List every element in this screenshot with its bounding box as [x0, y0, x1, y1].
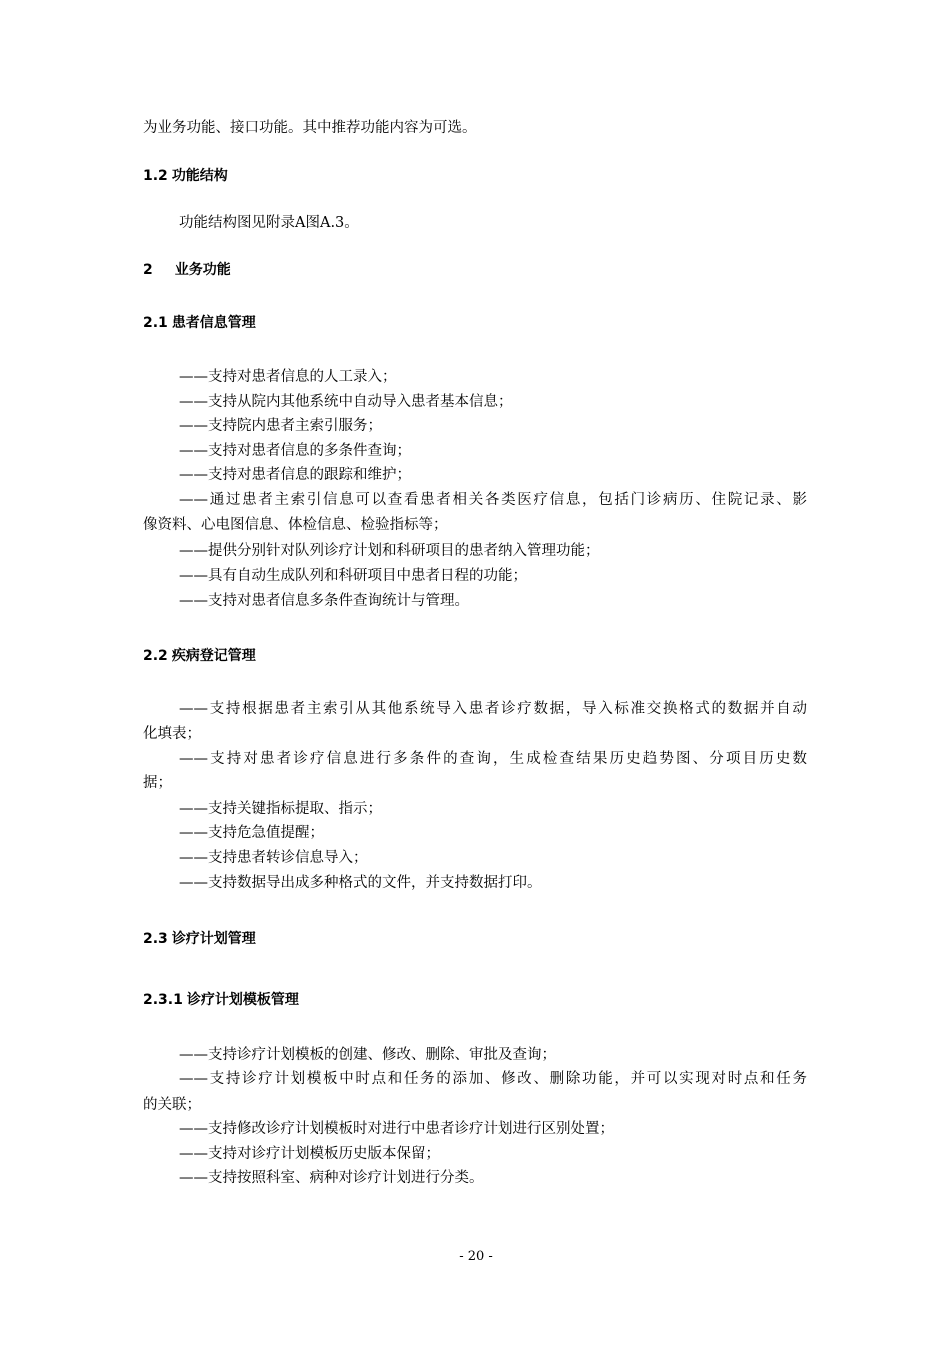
section-number: 2.2 [143, 648, 168, 664]
section-title: 疾病登记管理 [171, 648, 256, 664]
section-number: 1.2 [143, 168, 168, 184]
list-item: ——支持对患者诊疗信息进行多条件的查询，生成检查结果历史趋势图、分项目历史数 [179, 751, 807, 767]
list-item: ——通过患者主索引信息可以查看患者相关各类医疗信息，包括门诊病历、住院记录、影 [179, 492, 807, 508]
section-number: 2.3 [143, 931, 168, 947]
page-number: - 20 - [459, 1249, 493, 1264]
list-item: ——支持危急值提醒； [179, 825, 324, 841]
list-item: ——支持诊疗计划模板中时点和任务的添加、修改、删除功能，并可以实现对时点和任务 [179, 1071, 807, 1087]
list-item: ——支持对患者信息多条件查询统计与管理。 [179, 593, 469, 609]
list-item: ——支持对患者信息的人工录入； [179, 369, 397, 385]
list-item: ——支持根据患者主索引从其他系统导入患者诊疗数据，导入标准交换格式的数据并自动 [179, 701, 807, 717]
section-title: 诊疗计划管理 [171, 931, 256, 947]
intro-paragraph: 为业务功能、接口功能。其中推荐功能内容为可选。 [143, 120, 477, 136]
list-item: ——支持患者转诊信息导入； [179, 850, 368, 866]
list-item: ——支持修改诊疗计划模板时对进行中患者诊疗计划进行区别处置； [179, 1121, 614, 1137]
list-item-continuation: 像资料、心电图信息、体检信息、检验指标等； [143, 517, 448, 533]
section-title: 患者信息管理 [171, 315, 256, 331]
list-item-continuation: 的关联； [143, 1097, 201, 1113]
list-item-continuation: 据； [143, 775, 172, 791]
list-item: ——支持对诊疗计划模板历史版本保留； [179, 1146, 440, 1162]
list-item: ——提供分别针对队列诊疗计划和科研项目的患者纳入管理功能； [179, 543, 600, 559]
section-title: 业务功能 [174, 262, 231, 278]
list-item: ——支持院内患者主索引服务； [179, 418, 382, 434]
list-item: ——支持关键指标提取、指示； [179, 801, 382, 817]
section-1-2-text: 功能结构图见附录A图A.3。 [179, 215, 359, 231]
list-item: ——支持按照科室、病种对诊疗计划进行分类。 [179, 1170, 484, 1186]
list-item: ——支持诊疗计划模板的创建、修改、删除、审批及查询； [179, 1047, 556, 1063]
section-2-2-heading [143, 644, 813, 668]
section-2-heading [143, 258, 813, 282]
list-item: ——支持对患者信息的跟踪和维护； [179, 467, 411, 483]
section-1-2-heading [143, 164, 813, 188]
section-number: 2.3.1 [143, 992, 183, 1008]
section-title: 诊疗计划模板管理 [186, 992, 299, 1008]
section-2-1-heading [143, 311, 813, 335]
list-item: ——支持对患者信息的多条件查询； [179, 443, 411, 459]
section-2-3-heading [143, 927, 813, 951]
section-title: 功能结构 [171, 168, 228, 184]
section-number: 2.1 [143, 315, 168, 331]
list-item: ——支持从院内其他系统中自动导入患者基本信息； [179, 394, 513, 410]
section-2-3-1-heading [143, 988, 813, 1012]
section-number: 2 [143, 262, 153, 278]
list-item: ——支持数据导出成多种格式的文件，并支持数据打印。 [179, 875, 542, 891]
list-item: ——具有自动生成队列和科研项目中患者日程的功能； [179, 568, 527, 584]
list-item-continuation: 化填表； [143, 726, 201, 742]
